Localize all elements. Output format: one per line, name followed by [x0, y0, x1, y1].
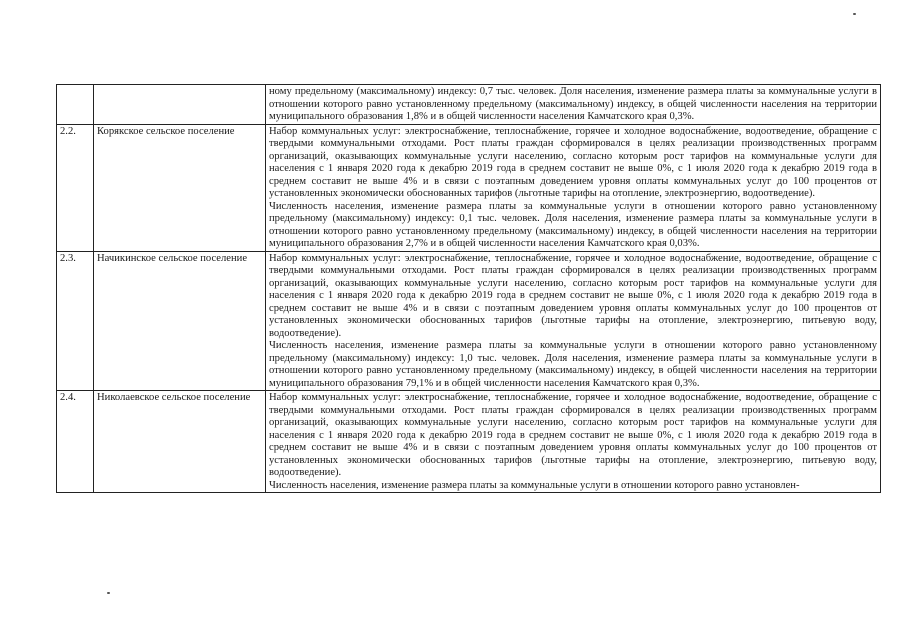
row-description: [266, 251, 881, 391]
municipality-name: [94, 85, 266, 125]
municipality-name: Николаевское сельское поселение: [94, 391, 266, 493]
tariff-table: [56, 84, 881, 493]
row-number: [57, 85, 94, 125]
scan-speck: [853, 13, 856, 15]
description-paragraph: Набор коммунальных услуг: электроснабжение, теплоснабжение, горячее и холодное водоснабжение, водоотведение, обращение с твердыми коммунальными отходами. Рост платы граждан сформировался в целях реализации производственных программ организаций, оказывающих коммунальные услуги населению, согласно которым рост тарифов на коммунальные услуги для населения с 1 января 2020 года к декабрю 2019 года в среднем составит не выше 0%, с 1 июля 2020 года к декабрю 2019 года в среднем составит не выше 4% и в связи с поэтапным доведением уровня оплаты коммунальных услуг до 100 процентов от установленных экономически обоснованных тарифов (льготные тарифы на отопление, электроэнергию, питьевую воду, водоотведение).: [269, 392, 877, 478]
table-row: [57, 124, 881, 251]
row-number: 2.2.: [57, 124, 94, 251]
row-number: 2.4.: [57, 391, 94, 493]
row-description: [266, 85, 881, 125]
row-description: [266, 391, 881, 493]
municipality-name: Корякское сельское поселение: [94, 124, 266, 251]
description-paragraph: Численность населения, изменение размера платы за коммунальные услуги в отношении которого равно установленному предельному (максимальному) индексу: 1,0 тыс. человек. Доля населения, изменение размера платы за коммунальные услуги в отношении которого равно установленному предельному (максимальному) индексу, в общей численности населения на территории муниципального образования 79,1% и в общей численности населения Камчатского края 0,3%.: [269, 340, 877, 389]
scan-speck: [107, 592, 110, 594]
description-paragraph: ному предельному (максимальному) индексу: 0,7 тыс. человек. Доля населения, изменение размера платы за коммунальные услуги в отношении которого равно установленному предельному (максимальному) индексу, в общей численности населения на территории муниципального образования 1,8% и в общей численности населения Камчатского края 0,3%.: [269, 86, 877, 122]
row-number: 2.3.: [57, 251, 94, 391]
description-paragraph: Численность населения, изменение размера платы за коммунальные услуги в отношении которого равно установлен-: [269, 479, 800, 491]
table-row: [57, 85, 881, 125]
row-description: [266, 124, 881, 251]
description-paragraph: Набор коммунальных услуг: электроснабжение, теплоснабжение, горячее и холодное водоснабжение, водоотведение, обращение с твердыми коммунальными отходами. Рост платы граждан сформировался в целях реализации производственных программ организаций, оказывающих коммунальные услуги населению, согласно которым рост тарифов на коммунальные услуги для населения с 1 января 2020 года к декабрю 2019 года в среднем составит не выше 0%, с 1 июля 2020 года к декабрю 2019 года в среднем составит не выше 4% и в связи с поэтапным доведением уровня оплаты коммунальных услуг до 100 процентов от установленных экономически обоснованных тарифов (льготные тарифы на отопление, электроэнергию, водоотведение).: [269, 125, 877, 199]
municipality-name: Начикинское сельское поселение: [94, 251, 266, 391]
description-paragraph: Численность населения, изменение размера платы за коммунальные услуги в отношении которого равно установленному предельному (максимальному) индексу: 0,1 тыс. человек. Доля населения, изменение размера платы за коммунальные услуги в отношении которого равно установленному предельному (максимальному) индексу, в общей численности населения на территории муниципального образования 2,7% и в общей численности населения Камчатского края 0,03%.: [269, 200, 877, 249]
table-row: [57, 251, 881, 391]
table-row: [57, 391, 881, 493]
description-paragraph: Набор коммунальных услуг: электроснабжение, теплоснабжение, горячее и холодное водоснабжение, водоотведение, обращение с твердыми коммунальными отходами. Рост платы граждан сформировался в целях реализации производственных программ организаций, оказывающих коммунальные услуги населению, согласно которым рост тарифов на коммунальные услуги для населения с 1 января 2020 года к декабрю 2019 года в среднем составит не выше 0%, с 1 июля 2020 года к декабрю 2019 года в среднем составит не выше 4% и в связи с поэтапным доведением уровня оплаты коммунальных услуг до 100 процентов от установленных экономически обоснованных тарифов (льготные тарифы на отопление, электроэнергию, питьевую воду, водоотведение).: [269, 252, 877, 339]
